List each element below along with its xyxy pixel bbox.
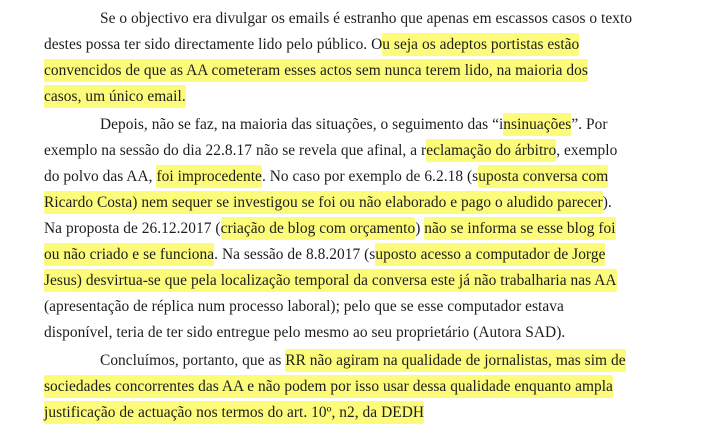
text-line xyxy=(44,138,617,164)
highlighted-text: não se informa se esse blog foi xyxy=(424,217,615,240)
highlighted-text: convencidos de que as AA cometeram esses actos sem nunca terem lido, na maioria dos xyxy=(44,59,588,82)
text-segment: Depois, não se faz, na maioria das situações, o seguimento das “i xyxy=(100,116,504,133)
highlighted-text: u seja os adeptos portistas estão xyxy=(382,33,579,56)
text-line xyxy=(44,268,617,294)
text-line xyxy=(44,216,617,242)
text-line xyxy=(44,348,626,374)
text-segment: destes possa ter sido directamente lido pelo público. O xyxy=(44,36,383,53)
text-segment: . No caso por exemplo de 6.2.18 (s xyxy=(261,168,479,185)
highlighted-text: eclamação do árbitro xyxy=(426,139,556,162)
paragraph-3 xyxy=(44,348,626,426)
text-line xyxy=(44,190,617,216)
text-segment: , exemplo xyxy=(556,142,618,159)
text-segment: disponível, teria de ter sido entregue pelo mesmo ao seu proprietário (Autora SAD). xyxy=(44,324,566,341)
text-segment: exemplo na sessão do dia 22.8.17 não se revela que afinal, a r xyxy=(44,142,427,159)
text-line xyxy=(44,374,626,400)
text-line xyxy=(44,6,632,32)
highlighted-text: Jesus) d xyxy=(44,269,94,292)
highlighted-text: criação de blog com orçamento xyxy=(221,217,416,240)
paragraph-1 xyxy=(44,6,632,110)
text-line xyxy=(44,58,632,84)
text-segment: Na proposta de 26.12.2017 ( xyxy=(44,220,221,237)
text-line xyxy=(44,112,617,138)
paragraph-2 xyxy=(44,112,617,346)
text-segment: ) xyxy=(415,220,425,237)
text-line xyxy=(44,400,626,426)
text-segment: Se o objectivo era divulgar os emails é estranho que apenas em escassos casos o texto xyxy=(100,10,633,27)
text-segment: do polvo das AA, xyxy=(44,168,157,185)
highlighted-text: ou não criado e se funciona xyxy=(44,243,214,266)
text-line xyxy=(44,320,617,346)
text-segment: . Na sessão de 8.8.2017 (s xyxy=(214,246,376,263)
text-line xyxy=(44,242,617,268)
highlighted-text: RR não agiram na qualidade de jornalistas, mas sim de xyxy=(285,349,625,372)
text-segment: Concluímos, portanto, que as xyxy=(100,352,286,369)
text-segment: (apresentação de réplica num processo laboral); pelo que se esse computador estava xyxy=(44,298,564,315)
text-segment: ”. Por xyxy=(571,116,608,133)
highlighted-text: casos, um único email. xyxy=(44,85,186,108)
highlighted-text: sociedades concorrentes das AA e não podem por isso usar dessa qualidade enquanto ampla xyxy=(44,375,613,398)
highlighted-text: foi improcedente xyxy=(156,165,262,188)
highlighted-text: esvirtua-se que pela localização temporal da conversa este já não trabalharia nas AA xyxy=(94,269,617,292)
text-segment: ). xyxy=(602,194,612,211)
text-line xyxy=(44,164,617,190)
highlighted-text: nsinuações xyxy=(503,113,571,136)
text-line xyxy=(44,32,632,58)
highlighted-text: uposta conversa com xyxy=(478,165,608,188)
highlighted-text: uposto acesso a computador de Jorge xyxy=(375,243,605,266)
highlighted-text: justificação de actuação nos termos do art. 10º, n2, da DEDH xyxy=(44,401,424,424)
text-line xyxy=(44,294,617,320)
text-line xyxy=(44,84,632,110)
highlighted-text: Ricardo Costa) nem sequer se investigou se foi ou não elaborado e pago o aludido parecer xyxy=(44,191,603,214)
